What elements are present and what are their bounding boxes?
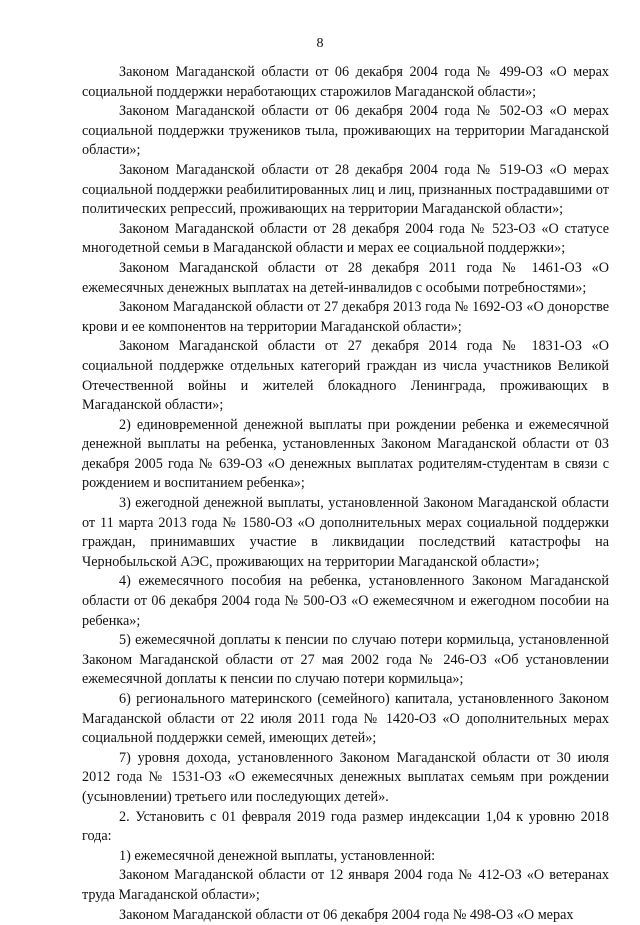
- paragraph: 3) ежегодной денежной выплаты, установленной Законом Магаданской области от 11 марта 2013 года № 1580-ОЗ «О дополнительных мерах социальной поддержки граждан, принимавших участие в ликвидации последствий катастрофы на Чернобыльской АЭС, проживающих на территории Магаданской области»;: [82, 495, 609, 570]
- paragraph: Законом Магаданской области от 27 декабря 2014 года № 1831-ОЗ «О социальной поддержке отдельных категорий граждан из числа участников Великой Отечественной войны и жителей блокадного Ленинграда, проживающих в Магаданской области»;: [82, 338, 609, 414]
- paragraph: 5) ежемесячной доплаты к пенсии по случаю потери кормильца, установленной Законом Магаданской области от 27 мая 2002 года № 246-ОЗ «Об установлении ежемесячной доплаты к пенсии по случаю потери кормильца»;: [82, 632, 609, 688]
- paragraph: Законом Магаданской области от 06 декабря 2004 года № 499-ОЗ «О мерах социальной поддержки неработающих старожилов Магаданской области»;: [82, 64, 609, 100]
- paragraph: Законом Магаданской области от 06 декабря 2004 года № 498-ОЗ «О мерах: [119, 906, 574, 923]
- paragraph: Законом Магаданской области от 28 декабря 2011 года № 1461-ОЗ «О ежемесячных денежных выплатах на детей-инвалидов с особыми потребностями»;: [82, 259, 609, 296]
- paragraph: 4) ежемесячного пособия на ребенка, установленного Законом Магаданской области от 06 декабря 2004 года № 500-ОЗ «О ежемесячном и ежегодном пособии на ребенка»;: [82, 573, 609, 629]
- body-text: [82, 63, 609, 925]
- paragraph: Законом Магаданской области от 28 декабря 2004 года № 523-ОЗ «О статусе многодетной семьи в Магаданской области и мерах ее социальной поддержки»;: [82, 220, 609, 257]
- paragraph: 2) единовременной денежной выплаты при рождении ребенка и ежемесячной денежной выплаты на ребенка, установленных Законом Магаданской области от 03 декабря 2005 года № 639-ОЗ «О денежных выплатах родителям-студентам в связи с рождением и воспитанием ребенка»;: [82, 416, 609, 492]
- paragraph: Законом Магаданской области от 12 января 2004 года № 412-ОЗ «О ветеранах труда Магаданской области»;: [82, 867, 609, 903]
- paragraph: 1) ежемесячной денежной выплаты, установленной:: [119, 847, 436, 864]
- paragraph: 6) регионального материнского (семейного) капитала, установленного Законом Магаданской области от 22 июля 2011 года № 1420-ОЗ «О дополнительных мерах социальной поддержки семей, имеющих детей»;: [82, 691, 609, 747]
- paragraph: Законом Магаданской области от 27 декабря 2013 года № 1692-ОЗ «О донорстве крови и ее компонентов на территории Магаданской области»;: [82, 299, 609, 335]
- paragraph: Законом Магаданской области от 06 декабря 2004 года № 502-ОЗ «О мерах социальной поддержки тружеников тыла, проживающих на территории Магаданской области»;: [82, 103, 609, 159]
- paragraph: 7) уровня дохода, установленного Законом Магаданской области от 30 июля 2012 года № 1531-ОЗ «О ежемесячных денежных выплатах семьям при рождении (усыновлении) третьего или последующих детей».: [82, 749, 609, 805]
- page-number: 8: [316, 36, 324, 51]
- paragraph: Законом Магаданской области от 28 декабря 2004 года № 519-ОЗ «О мерах социальной поддержки реабилитированных лиц и лиц, признанных пострадавшими от политических репрессий, проживающих на территории Магаданской области»;: [82, 161, 609, 218]
- paragraph: 2. Установить с 01 февраля 2019 года размер индексации 1,04 к уровню 2018 года:: [82, 808, 609, 845]
